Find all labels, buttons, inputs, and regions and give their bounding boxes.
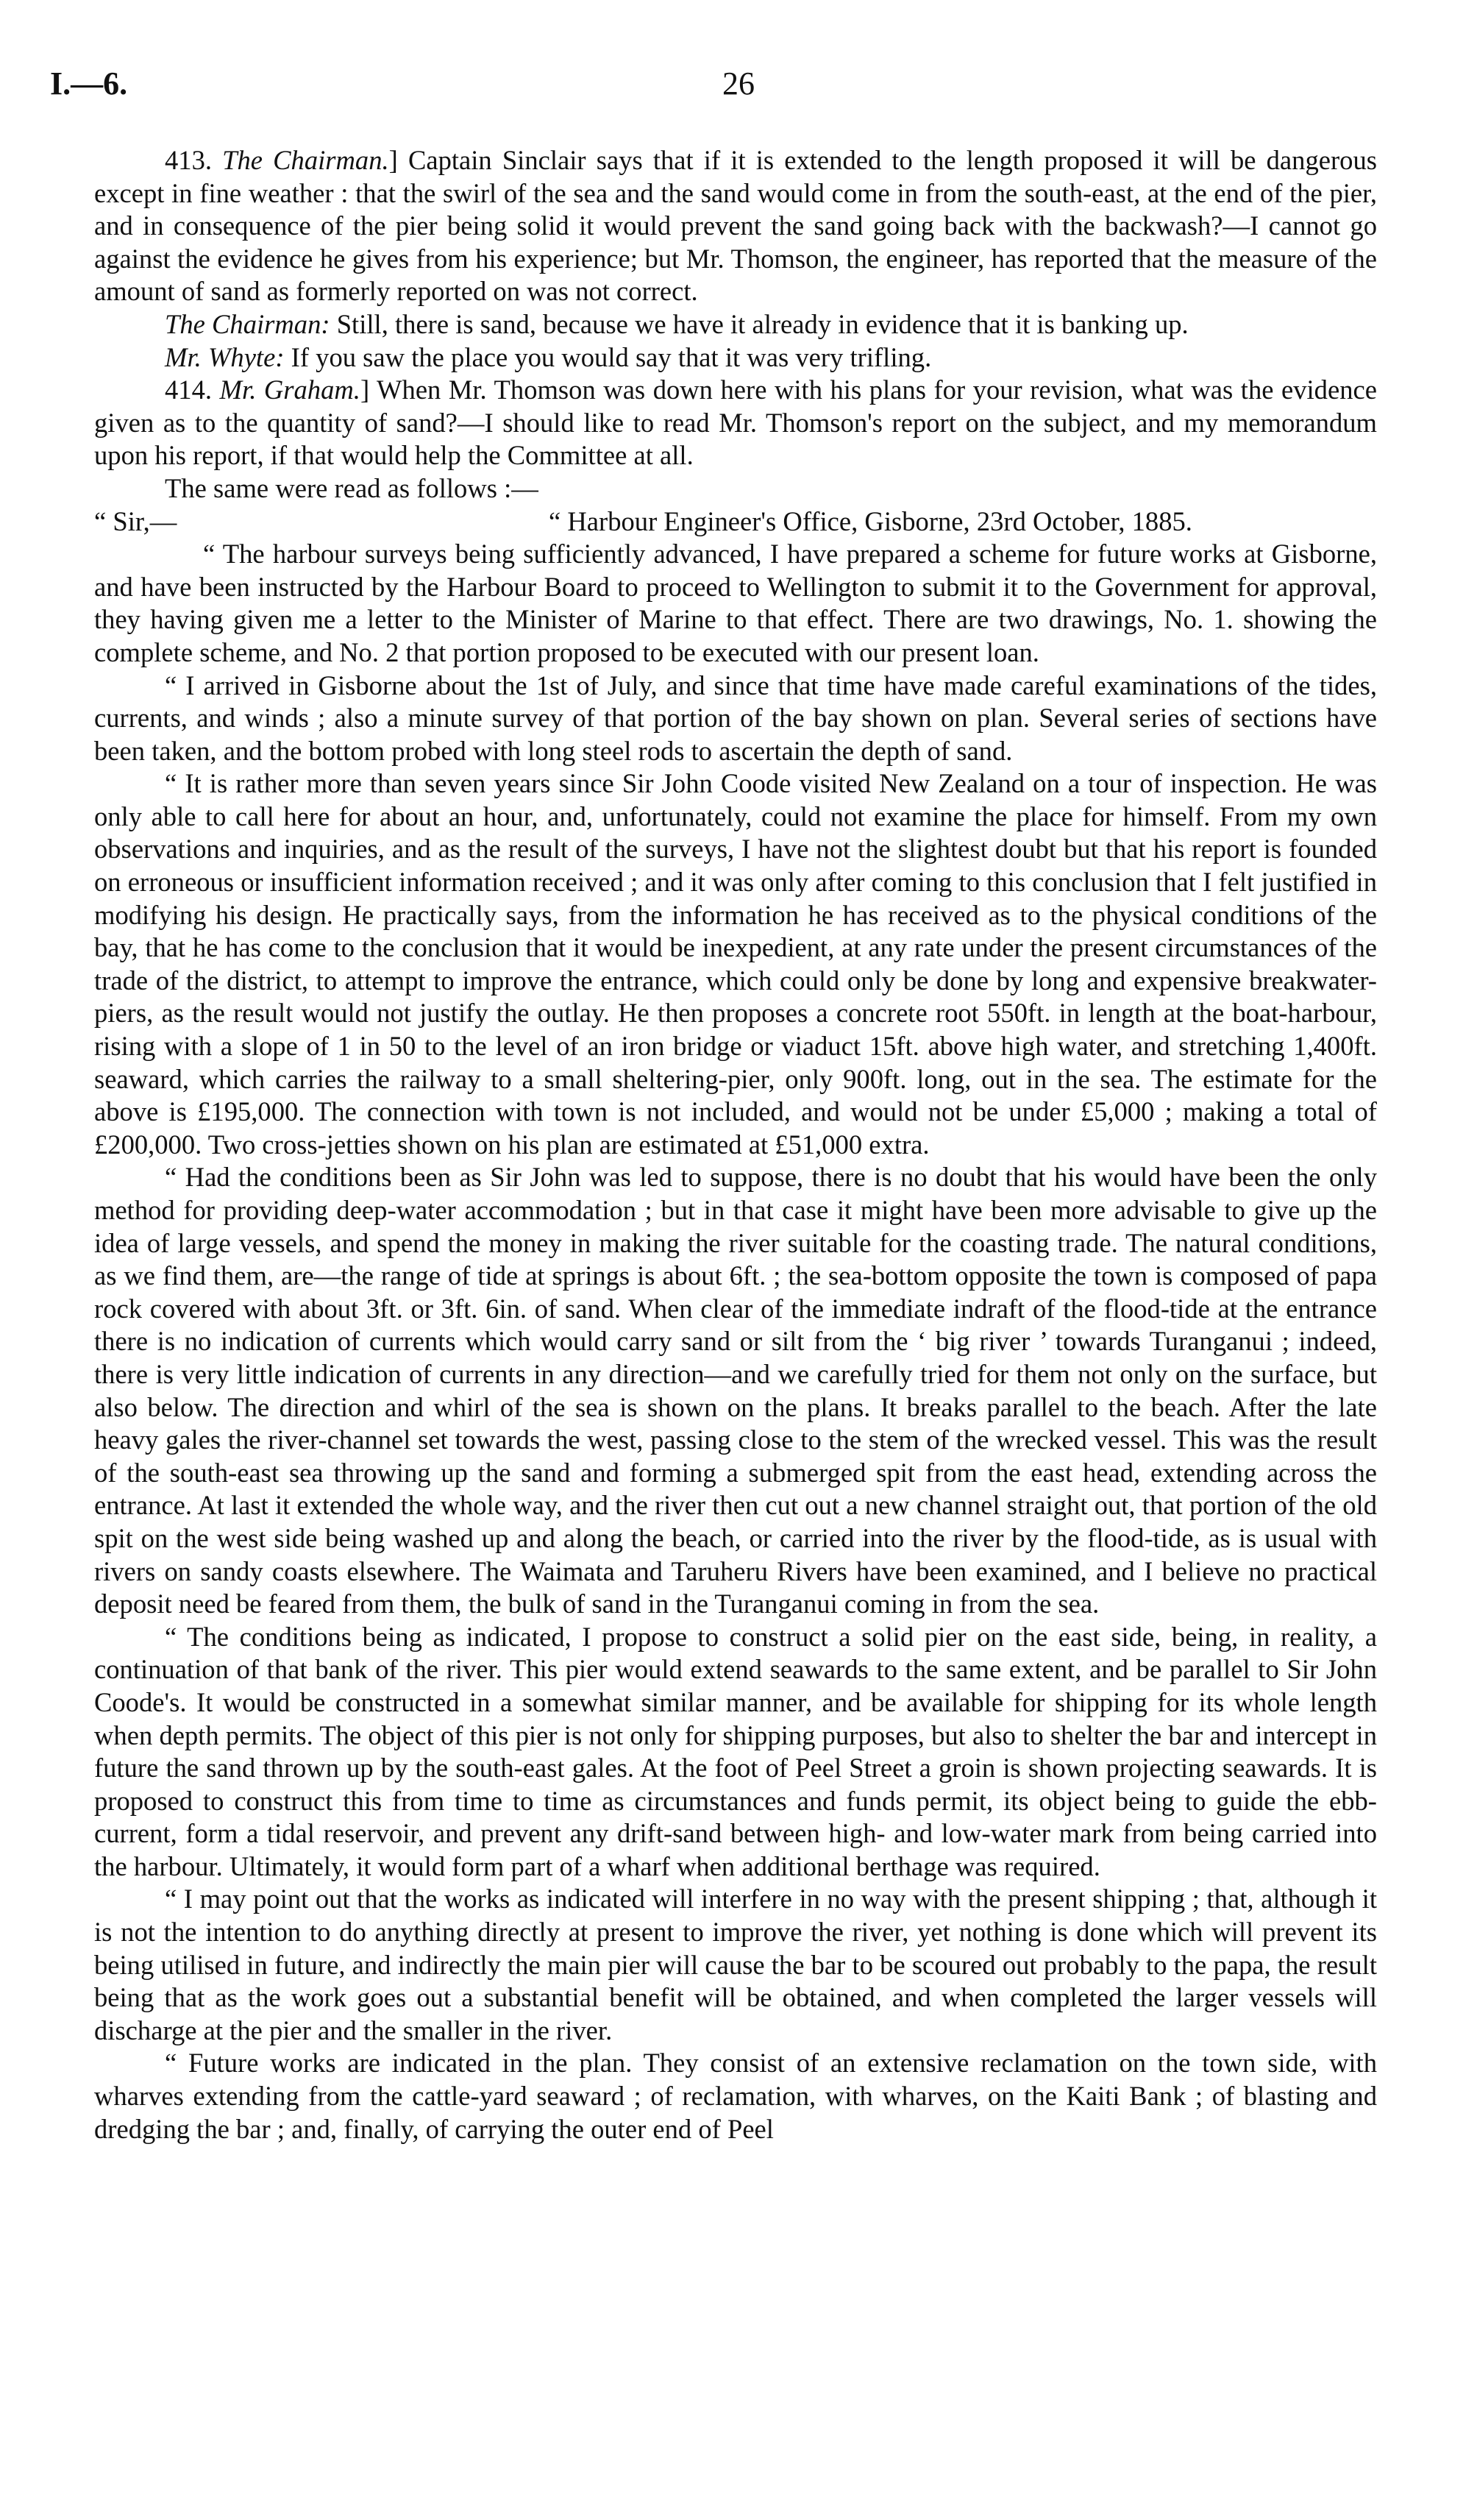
letter-heading (94, 505, 1377, 539)
paragraph-text: ] Captain Sinclair says that if it is extended to the length proposed it will be dangerous except in fine weather : that the swirl of the sea and the sand would come in from the south-east, at the end of the pier, and in consequence of the pier being solid it would prevent the sand going back with the backwash?—I cannot go against the evidence he gives from his experience; but Mr. Thomson, the engineer, has reported that the measure of the amount of sand as formerly reported on was not correct. (94, 145, 1377, 307)
question-number: 414. (165, 375, 213, 405)
paragraph-read-as-follows (94, 472, 1377, 505)
letter-paragraph-4: “ Had the conditions been as Sir John was led to suppose, there is no doubt that his would have been the only method for providing deep-water accommodation ; but in that case it might have been more advisable to give up the idea of large vessels, and spend the money in making the river suitable for the coasting trade. The natural conditions, as we find them, are—the range of tide at springs is about 6ft. ; the sea-bottom opposite the town is composed of papa rock covered with about 3ft. or 3ft. 6in. of sand. When clear of the immediate indraft of the flood-tide at the entrance there is no indication of currents which would carry sand or silt from the ‘ big river ’ towards Turanganui ; indeed, there is very little indication of currents in any direction—and we carefully tried for them not only on the surface, but also below. The direction and whirl of the sea is shown on the plans. It breaks parallel to the beach. After the late heavy gales the river-channel set towards the west, passing close to the stem of the wrecked vessel. This was the result of the south-east sea throwing up the sand and forming a submerged spit from the east head, extending across the entrance. At last it extended the whole way, and the river then cut out a new channel straight out, that portion of the old spit on the west side being washed up and along the beach, or carried into the river by the flood-tide, as is usual with rivers on sandy coasts elsewhere. The Waimata and Taruheru Rivers have been examined, and I believe no practical deposit need be feared from them, the bulk of sand in the Turanganui coming in from the sea. (94, 1162, 1377, 1619)
letter-paragraph-3: “ It is rather more than seven years since Sir John Coode visited New Zealand on a tour of inspection. He was only able to call here for about an hour, and, unfortunately, could not examine the place for himself. From my own observations and inquiries, and as the result of the surveys, I have not the slightest doubt but that his report is founded on erroneous or insufficient information received ; and it was only after coming to this conclusion that I felt justified in modifying his design. He practically says, from the information he has received as to the physical conditions of the bay, that he has come to the conclusion that it would be inexpedient, at any rate under the present circumstances of the trade of the district, to attempt to improve the entrance, which could only be done by long and expensive breakwater-piers, as the result would not justify the outlay. He then proposes a concrete root 550ft. in length at the boat-harbour, rising with a slope of 1 in 50 to the level of an iron bridge or viaduct 15ft. above high water, and stretching 1,400ft. seaward, which carries the railway to a small sheltering-pier, only 900ft. long, out in the sea. The estimate for the above is £195,000. The connection with town is not included, and would not be under £5,000 ; making a total of £200,000. Two cross-jetties shown on his plan are estimated at £51,000 extra. (94, 768, 1377, 1160)
speaker-name: Mr. Whyte: (165, 341, 285, 372)
paragraph-chairman-remark (94, 308, 1377, 341)
letter-paragraph-2: “ I arrived in Gisborne about the 1st of July, and since that time have made careful examinations of the tides, currents, and winds ; also a minute survey of that portion of the bay shown on plan. Several series of sections have been taken, and the bottom probed with long steel rods to ascertain the depth of sand. (94, 670, 1377, 766)
letter-paragraph-6: “ I may point out that the works as indicated will interfere in no way with the present shipping ; that, although it is not the intention to do anything directly at present to improve the river, yet nothing is done which will prevent its being utilised in future, and indirectly the main pier will cause the bar to be scoured out probably to the papa, the result being that as the work goes out a substantial benefit will be obtained, and when completed the larger vessels will discharge at the pier and the smaller in the river. (94, 1884, 1377, 2045)
paragraph-whyte-remark (94, 341, 1377, 375)
paragraph-414 (94, 374, 1377, 472)
paragraph-text: Still, there is sand, because we have it already in evidence that it is banking up. (330, 308, 1189, 339)
letter-paragraph-7: “ Future works are indicated in the plan. They consist of an extensive reclamation on the town side, with wharves extending from the cattle-yard seaward ; of reclamation, with wharves, on the Kaiti Bank ; of blasting and dredging the bar ; and, finally, of carrying the outer end of Peel (94, 2048, 1377, 2144)
paragraph-text: ] When Mr. Thomson was down here with his plans for your revision, what was the evidence given as to the quantity of sand?—I should like to read Mr. Thomson's report on the subject, and my memorandum upon his report, if that would help the Committee at all. (94, 375, 1377, 471)
letter-paragraph-5: “ The conditions being as indicated, I propose to construct a solid pier on the east side, being, in reality, a continuation of that bank of the river. This pier would extend seawards to the same extent, and be parallel to Sir John Coode's. It would be constructed in a somewhat similar manner, and be available for shipping for its whole length when depth permits. The object of this pier is not only for shipping purposes, but also to shelter the bar and intercept in future the sand thrown up by the south-east gales. At the foot of Peel Street a groin is shown projecting seawards. It is proposed to construct this from time to time as circumstances and funds permit, its object being to guide the ebb-current, form a tidal reservoir, and prevent any drift-sand between high- and low-water mark from being carried into the harbour. Ultimately, it would form part of a wharf when additional berthage was required. (94, 1621, 1377, 1881)
paragraph-text: The same were read as follows :— (165, 472, 538, 503)
letter-dateline: “ Harbour Engineer's Office, Gisborne, 23rd October, 1885. (549, 505, 1192, 536)
speaker-name: Mr. Graham. (219, 375, 360, 405)
page-number: 26 (722, 65, 755, 102)
letter-salutation: “ Sir,— (94, 505, 177, 536)
page-body (94, 144, 1377, 2145)
question-number: 413. (165, 145, 213, 175)
speaker-name: The Chairman: (165, 308, 330, 339)
paragraph-413 (94, 144, 1377, 308)
letter-paragraph-1: “ The harbour surveys being sufficiently advanced, I have prepared a scheme for future works at Gisborne, and have been instructed by the Harbour Board to proceed to Wellington to submit it to the Government for approval, they having given me a letter to the Minister of Marine to that effect. There are two drawings, No. 1. showing the complete scheme, and No. 2 that portion proposed to be executed with our present loan. (94, 539, 1377, 667)
page-header (50, 65, 1427, 116)
speaker-name: The Chairman. (222, 145, 389, 175)
document-reference: I.—6. (50, 65, 128, 102)
paragraph-text: If you saw the place you would say that it was very trifling. (284, 341, 932, 372)
